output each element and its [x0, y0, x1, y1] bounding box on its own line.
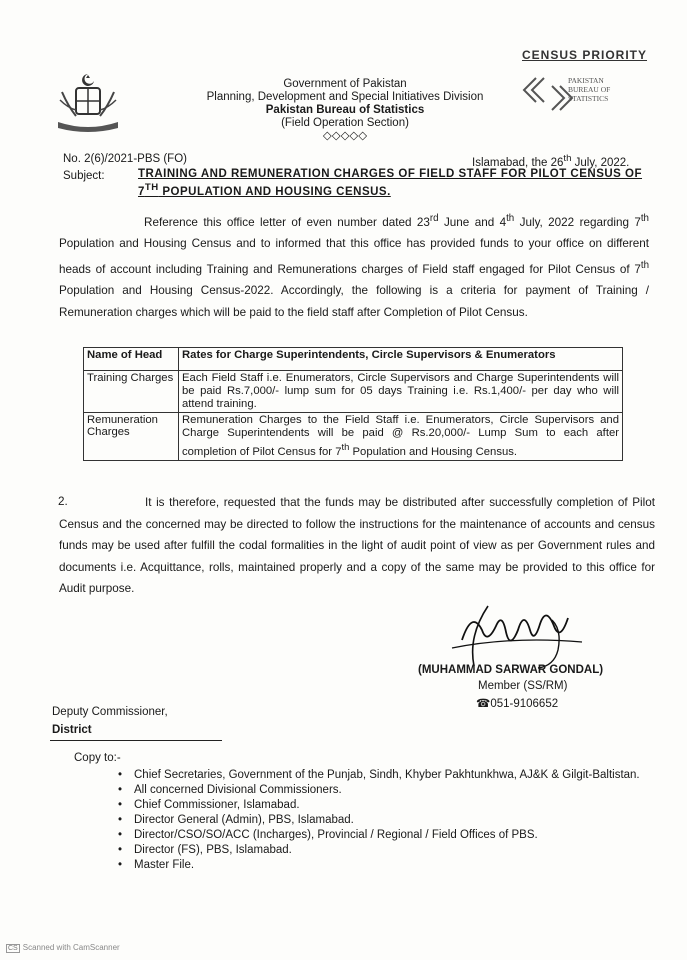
telephone-icon: ☎ — [476, 698, 491, 710]
signatory-name: (MUHAMMAD SARWAR GONDAL) — [418, 664, 604, 676]
bullet-icon: • — [118, 814, 123, 826]
letterhead-line: Government of Pakistan — [283, 78, 407, 90]
bullet-icon: • — [118, 799, 123, 811]
letterhead-line: Pakistan Bureau of Statistics — [265, 104, 425, 116]
column-header: Rates for Charge Superintendents, Circle Supervisors & Enumerators — [179, 348, 623, 371]
government-emblem-icon — [52, 72, 124, 136]
letterhead-line: (Field Operation Section) — [281, 117, 409, 129]
bullet-icon: • — [118, 784, 123, 796]
bullet-icon: • — [118, 844, 123, 856]
bullet-icon: • — [118, 829, 123, 841]
district-blank-line — [50, 740, 222, 741]
addressee-title: Deputy Commissioner, — [52, 706, 168, 718]
subject-label: Subject: — [63, 170, 105, 182]
signatory-designation: Member (SS/RM) — [478, 680, 568, 692]
list-item: • Master File. — [118, 859, 195, 871]
copy-to-label: Copy to:- — [74, 752, 121, 764]
table-header-row — [84, 348, 623, 371]
bullet-icon: • — [118, 769, 123, 781]
list-item: • All concerned Divisional Commissioners. — [118, 784, 342, 796]
paragraph-number: 2. — [58, 495, 68, 508]
letter-date: Islamabad, the 26th July, 2022. — [472, 153, 630, 169]
table-row — [84, 371, 623, 413]
rate-cell: Each Field Staff i.e. Enumerators, Circle Supervisors and Charge Superintendents will be paid Rs.7,000/- lump sum for 05 days Training i.e. Rs.1,400/- per day who will attend training. — [179, 371, 623, 413]
head-cell: Remuneration Charges — [84, 413, 179, 461]
reference-number: No. 2(6)/2021-PBS (FO) — [63, 153, 187, 165]
rate-cell: Remuneration Charges to the Field Staff i.e. Enumerators, Circle Supervisors and Charge Superintendents will be paid @ Rs.20,000/- Lump Sum to each after completion of Pilot Census for 7th Population and Housing Census. — [179, 413, 623, 461]
signature-icon — [432, 600, 612, 672]
rates-table — [83, 347, 623, 461]
paragraph-1: Reference this office letter of even number dated 23rd June and 4th July, 2022 regarding 7th Population and Housing Census and to informed that this office has provided funds to your office on different heads of account including Training and Remunerations charges of Field staff engaged for Pilot Census of 7th Population and Housing Census-2022. Accordingly, the following is a criteria for payment of Training / Remuneration charges which will be paid to the field staff after Completion of Pilot Census. — [59, 213, 649, 319]
list-item: • Director (FS), PBS, Islamabad. — [118, 844, 292, 856]
pbs-logo-line: STATISTICS — [568, 94, 609, 103]
table-row — [84, 413, 623, 461]
pbs-logo-line: BUREAU OF — [568, 85, 611, 94]
subject-text: TRAINING AND REMUNERATION CHARGES OF FIELD STAFF FOR PILOT CENSUS OF 7TH POPULATION AND HOUSING CENSUS. — [138, 168, 643, 198]
camscanner-icon: CS — [8, 945, 18, 952]
pbs-logo-text — [568, 76, 610, 103]
pbs-logo-line: PAKISTAN — [568, 76, 604, 85]
signatory-phone: ☎051-9106652 — [476, 698, 559, 710]
letterhead-ornament: ◇◇◇◇◇ — [322, 130, 368, 142]
head-cell: Training Charges — [84, 371, 179, 413]
addressee-district: District — [52, 724, 92, 736]
priority-stamp: CENSUS PRIORITY — [522, 48, 648, 62]
list-item: • Chief Commissioner, Islamabad. — [118, 799, 300, 811]
copy-to-list — [118, 768, 666, 873]
list-item: • Chief Secretaries, Government of the Punjab, Sindh, Khyber Pakhtunkhwa, AJ&K & Gilgit-Baltistan. — [118, 769, 640, 781]
list-item: • Director/CSO/SO/ACC (Incharges), Provincial / Regional / Field Offices of PBS. — [118, 829, 538, 841]
list-item: • Director General (Admin), PBS, Islamabad. — [118, 814, 354, 826]
letterhead — [180, 78, 510, 143]
letterhead-line: Planning, Development and Special Initiatives Division — [206, 91, 484, 103]
paragraph-2: It is therefore, requested that the funds may be distributed after successfully completion of Pilot Census and the concerned may be directed to follow the instructions for the maintenance of accounts and census funds may be used after fulfill the codal formalities in the light of audit point of view as per Government rules and documents i.e. Acquittance, rolls, maintained properly and a copy of the same may be provided to this office for Audit purpose. — [59, 496, 655, 595]
scanner-watermark: CS Scanned with CamScanner — [8, 943, 120, 952]
bullet-icon: • — [118, 859, 123, 871]
column-header: Name of Head — [84, 348, 179, 371]
